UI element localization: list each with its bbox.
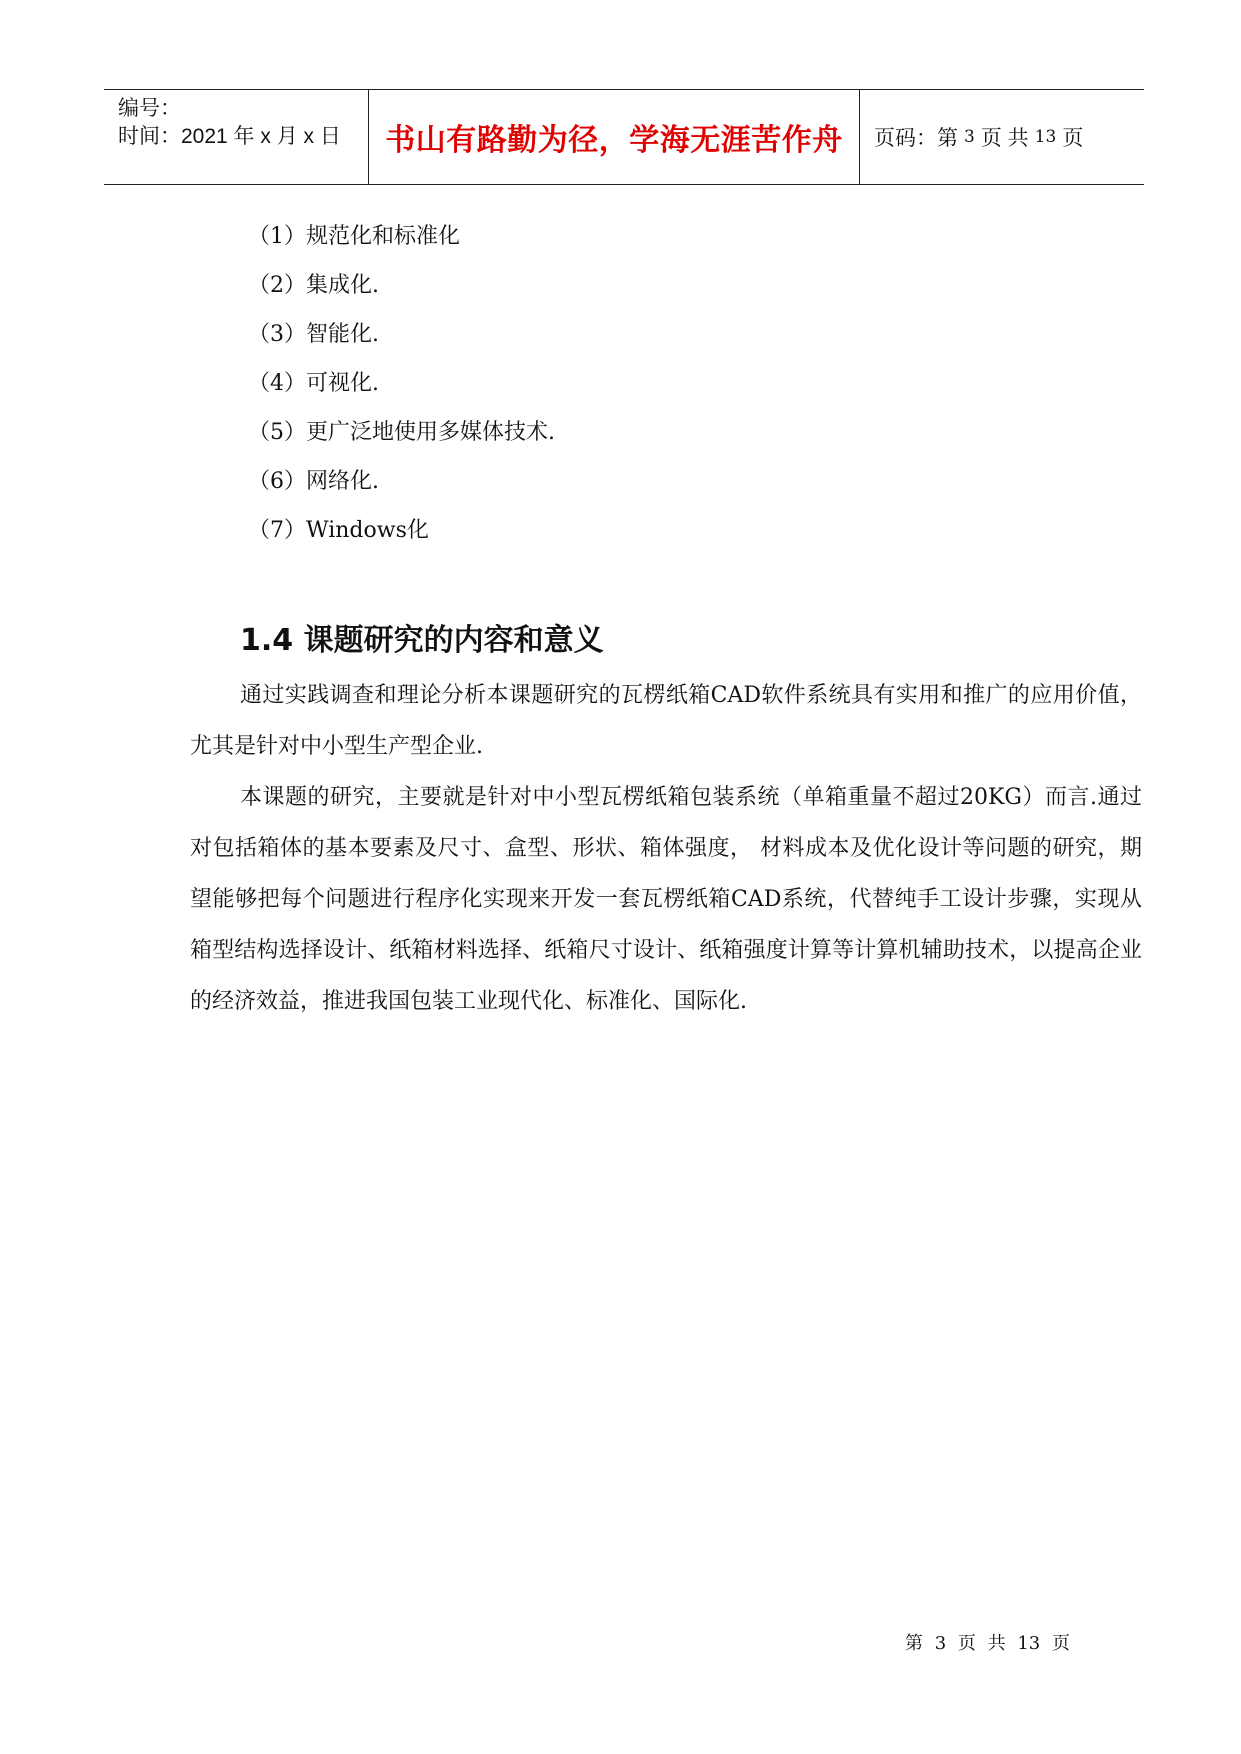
list-item: （6）网络化. — [248, 469, 379, 494]
feature-list — [248, 220, 555, 563]
header-left-cell — [104, 90, 369, 184]
paragraph: 本课题的研究，主要就是针对中小型瓦楞纸箱包装系统（单箱重量不超过20KG）而言.通过对包括箱体的基本要素及尺寸、盒型、形状、箱体强度， 材料成本及优化设计等问题的研究，期望能够把每个问题进行程序化实现来开发一套瓦楞纸箱CAD系统，代替纯手工设计步骤，实现从箱型结构选择设计、纸箱材料选择、纸箱尺寸设计、纸箱强度计算等计算机辅助技术，以提高企业的经济效益，推进我国包装工业现代化、标准化、国际化. — [190, 785, 1142, 1014]
list-item: （3）智能化. — [248, 322, 379, 347]
page-current: 3 — [964, 127, 975, 147]
list-item: （7）Windows化 — [248, 518, 429, 543]
page-header — [104, 89, 1144, 185]
page-footer: 第 3 页 共 13 页 — [905, 1633, 1070, 1654]
paragraph: 通过实践调查和理论分析本课题研究的瓦楞纸箱CAD软件系统具有实用和推广的应用价值，尤其是针对中小型生产型企业. — [190, 683, 1142, 759]
list-item: （2）集成化. — [248, 273, 379, 298]
motto: 书山有路勤为径，学海无涯苦作舟 — [385, 124, 843, 157]
list-item: （5）更广泛地使用多媒体技术. — [248, 420, 555, 445]
time-label: 时间：2021 年 x 月 x 日 — [118, 125, 341, 148]
page-total: 13 — [1034, 127, 1057, 147]
serial-label: 编号： — [118, 97, 181, 120]
page-mid: 页 共 — [980, 127, 1029, 150]
page-label: 页码：第 — [874, 127, 958, 150]
page-end: 页 — [1062, 127, 1084, 150]
header-motto-cell — [369, 90, 860, 184]
list-item: （4）可视化. — [248, 371, 379, 396]
header-page-cell — [860, 90, 1144, 184]
list-item: （1）规范化和标准化 — [248, 224, 460, 249]
section-body — [190, 670, 1142, 1027]
section-title: 1.4 课题研究的内容和意义 — [240, 623, 604, 658]
